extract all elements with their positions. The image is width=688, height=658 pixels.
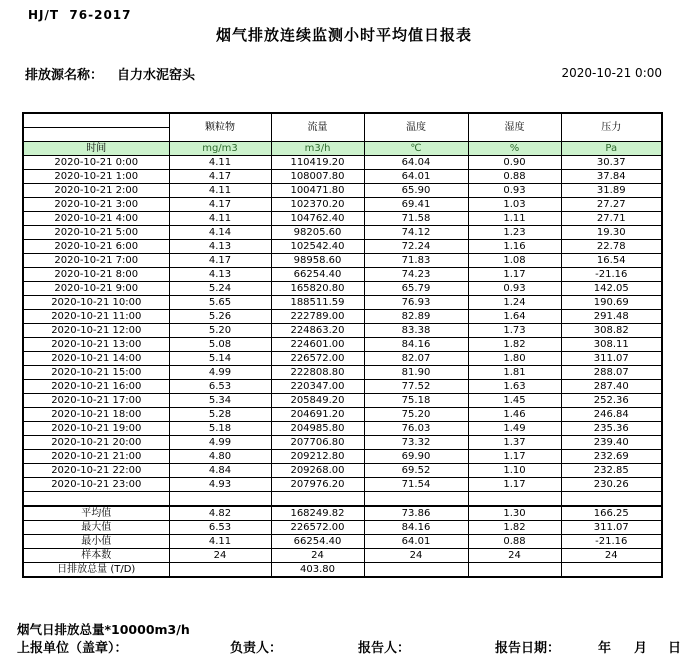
summary-label: 最小值 [23,535,169,549]
value-cell: 1.17 [468,478,561,492]
time-cell: 2020-10-21 14:00 [23,352,169,366]
unit-cell-1: mg/m3 [169,142,271,156]
table-header [23,113,662,156]
value-cell: 209212.80 [271,450,364,464]
header-row-top [23,113,662,128]
value-cell: 1.11 [468,212,561,226]
summary-label: 样本数 [23,549,169,563]
value-cell: 0.88 [468,170,561,184]
footer-note: 烟气日排放总量*10000m3/h [17,622,190,637]
day-label: 日 [668,641,682,656]
value-cell: 287.40 [561,380,662,394]
month-label: 月 [634,641,648,656]
time-cell: 2020-10-21 7:00 [23,254,169,268]
summary-value: 73.86 [364,506,468,521]
table-row [23,478,662,492]
summary-value: 1.30 [468,506,561,521]
table-row [23,240,662,254]
value-cell: 102370.20 [271,198,364,212]
summary-value: 0.88 [468,535,561,549]
value-cell: 1.23 [468,226,561,240]
table-row [23,226,662,240]
value-cell: 1.46 [468,408,561,422]
summary-value: 24 [271,549,364,563]
corner-cell-top [23,113,169,128]
time-cell: 2020-10-21 0:00 [23,156,169,170]
summary-value: 4.11 [169,535,271,549]
value-cell: 1.81 [468,366,561,380]
value-cell: 204985.80 [271,422,364,436]
summary-value: 24 [561,549,662,563]
summary-value: 403.80 [271,563,364,578]
table-row [23,380,662,394]
spacer-cell [23,492,169,507]
value-cell: 4.17 [169,198,271,212]
value-cell: 220347.00 [271,380,364,394]
value-cell: 4.93 [169,478,271,492]
value-cell: 76.93 [364,296,468,310]
value-cell: 4.17 [169,254,271,268]
value-cell: 5.18 [169,422,271,436]
time-cell: 2020-10-21 13:00 [23,338,169,352]
summary-row [23,563,662,578]
hourly-average-table [22,112,663,578]
table-summary [23,506,662,577]
value-cell: 81.90 [364,366,468,380]
table-body [23,156,662,507]
table-row [23,254,662,268]
time-cell: 2020-10-21 10:00 [23,296,169,310]
value-cell: 291.48 [561,310,662,324]
value-cell: 308.82 [561,324,662,338]
value-cell: 64.01 [364,170,468,184]
unit-cell-4: % [468,142,561,156]
value-cell: 4.13 [169,240,271,254]
value-cell: 65.90 [364,184,468,198]
value-cell: 64.04 [364,156,468,170]
spacer-cell [271,492,364,507]
value-cell: 84.16 [364,338,468,352]
value-cell: 222789.00 [271,310,364,324]
value-cell: 252.36 [561,394,662,408]
value-cell: 65.79 [364,282,468,296]
value-cell: 6.53 [169,380,271,394]
value-cell: 4.80 [169,450,271,464]
value-cell: 73.32 [364,436,468,450]
time-cell: 2020-10-21 23:00 [23,478,169,492]
value-cell: 110419.20 [271,156,364,170]
value-cell: 308.11 [561,338,662,352]
value-cell: 204691.20 [271,408,364,422]
value-cell: 246.84 [561,408,662,422]
value-cell: 69.52 [364,464,468,478]
value-cell: 37.84 [561,170,662,184]
summary-label: 日排放总量 (T/D) [23,563,169,578]
value-cell: 27.71 [561,212,662,226]
table-row [23,338,662,352]
value-cell: 1.63 [468,380,561,394]
table-row [23,450,662,464]
table-row [23,296,662,310]
value-cell: 69.90 [364,450,468,464]
value-cell: 82.07 [364,352,468,366]
summary-row [23,535,662,549]
value-cell: 75.20 [364,408,468,422]
value-cell: 82.89 [364,310,468,324]
value-cell: 224601.00 [271,338,364,352]
time-cell: 2020-10-21 6:00 [23,240,169,254]
time-cell: 2020-10-21 8:00 [23,268,169,282]
value-cell: 1.16 [468,240,561,254]
value-cell: 5.24 [169,282,271,296]
spacer-cell [364,492,468,507]
summary-value: 4.82 [169,506,271,521]
time-cell: 2020-10-21 21:00 [23,450,169,464]
value-cell: 232.69 [561,450,662,464]
report-date-label: 报告日期： [495,641,561,656]
value-cell: 1.24 [468,296,561,310]
value-cell: 4.17 [169,170,271,184]
table-row [23,156,662,170]
report-unit-label: 上报单位（盖章）： [17,641,128,656]
table-row [23,422,662,436]
summary-value: -21.16 [561,535,662,549]
value-cell: 224863.20 [271,324,364,338]
value-cell: 71.54 [364,478,468,492]
unit-cell-3: ℃ [364,142,468,156]
table-row [23,184,662,198]
value-cell: 71.58 [364,212,468,226]
summary-value: 168249.82 [271,506,364,521]
summary-label: 最大值 [23,521,169,535]
value-cell: 74.23 [364,268,468,282]
value-cell: 230.26 [561,478,662,492]
page-title: 烟气排放连续监测小时平均值日报表 [215,26,472,44]
value-cell: 16.54 [561,254,662,268]
value-cell: 74.12 [364,226,468,240]
unit-header-row [23,142,662,156]
value-cell: 209268.00 [271,464,364,478]
value-cell: 1.37 [468,436,561,450]
report-datetime: 2020-10-21 0:00 [561,66,662,80]
emission-source-label: 排放源名称： [25,68,104,83]
value-cell: 0.93 [468,184,561,198]
value-cell: 1.73 [468,324,561,338]
value-cell: 75.18 [364,394,468,408]
value-cell: 4.99 [169,436,271,450]
table-row [23,282,662,296]
value-cell: 98958.60 [271,254,364,268]
spacer-cell [169,492,271,507]
column-header-2: 流量 [271,113,364,142]
value-cell: 5.28 [169,408,271,422]
table-row [23,408,662,422]
spacer-cell [561,492,662,507]
value-cell: 1.82 [468,338,561,352]
time-cell: 2020-10-21 3:00 [23,198,169,212]
value-cell: 69.41 [364,198,468,212]
value-cell: 108007.80 [271,170,364,184]
value-cell: 76.03 [364,422,468,436]
table-row [23,310,662,324]
value-cell: 4.99 [169,366,271,380]
table-row [23,436,662,450]
table-row [23,170,662,184]
value-cell: 22.78 [561,240,662,254]
value-cell: 1.45 [468,394,561,408]
value-cell: 1.08 [468,254,561,268]
table-row [23,212,662,226]
time-cell: 2020-10-21 9:00 [23,282,169,296]
value-cell: 5.08 [169,338,271,352]
time-cell: 2020-10-21 22:00 [23,464,169,478]
time-cell: 2020-10-21 19:00 [23,422,169,436]
unit-cell-2: m3/h [271,142,364,156]
value-cell: 142.05 [561,282,662,296]
time-cell: 2020-10-21 11:00 [23,310,169,324]
time-cell: 2020-10-21 2:00 [23,184,169,198]
column-header-1: 颗粒物 [169,113,271,142]
value-cell: 226572.00 [271,352,364,366]
value-cell: 1.49 [468,422,561,436]
value-cell: 66254.40 [271,268,364,282]
value-cell: 83.38 [364,324,468,338]
summary-row [23,549,662,563]
summary-value [561,563,662,578]
value-cell: 4.14 [169,226,271,240]
time-cell: 2020-10-21 17:00 [23,394,169,408]
summary-value [169,563,271,578]
value-cell: 27.27 [561,198,662,212]
value-cell: 4.84 [169,464,271,478]
footer-signature-line [0,637,688,655]
value-cell: 1.03 [468,198,561,212]
table-row [23,198,662,212]
value-cell: 102542.40 [271,240,364,254]
table-row [23,268,662,282]
time-cell: 2020-10-21 16:00 [23,380,169,394]
summary-row [23,506,662,521]
column-header-4: 湿度 [468,113,561,142]
value-cell: 165820.80 [271,282,364,296]
value-cell: -21.16 [561,268,662,282]
summary-value [468,563,561,578]
value-cell: 30.37 [561,156,662,170]
value-cell: 0.90 [468,156,561,170]
value-cell: 31.89 [561,184,662,198]
summary-label: 平均值 [23,506,169,521]
value-cell: 311.07 [561,352,662,366]
spacer-row [23,492,662,507]
value-cell: 288.07 [561,366,662,380]
value-cell: 100471.80 [271,184,364,198]
summary-value: 66254.40 [271,535,364,549]
value-cell: 104762.40 [271,212,364,226]
value-cell: 4.11 [169,184,271,198]
time-cell: 2020-10-21 4:00 [23,212,169,226]
value-cell: 71.83 [364,254,468,268]
summary-value [364,563,468,578]
value-cell: 232.85 [561,464,662,478]
value-cell: 72.24 [364,240,468,254]
value-cell: 207706.80 [271,436,364,450]
year-label: 年 [598,641,612,656]
value-cell: 1.10 [468,464,561,478]
time-cell: 2020-10-21 15:00 [23,366,169,380]
value-cell: 0.93 [468,282,561,296]
time-cell: 2020-10-21 20:00 [23,436,169,450]
emission-source-name: 自力水泥窑头 [117,68,196,83]
value-cell: 77.52 [364,380,468,394]
unit-cell-5: Pa [561,142,662,156]
value-cell: 5.20 [169,324,271,338]
summary-value: 1.82 [468,521,561,535]
summary-value: 6.53 [169,521,271,535]
spacer-cell [468,492,561,507]
summary-value: 24 [169,549,271,563]
value-cell: 5.65 [169,296,271,310]
summary-row [23,521,662,535]
summary-value: 166.25 [561,506,662,521]
value-cell: 19.30 [561,226,662,240]
value-cell: 1.17 [468,450,561,464]
standard-code: HJ/T 76-2017 [28,8,132,22]
table-row [23,464,662,478]
column-header-3: 温度 [364,113,468,142]
summary-value: 24 [468,549,561,563]
column-header-5: 压力 [561,113,662,142]
value-cell: 222808.80 [271,366,364,380]
value-cell: 239.40 [561,436,662,450]
value-cell: 188511.59 [271,296,364,310]
value-cell: 205849.20 [271,394,364,408]
table-row [23,324,662,338]
summary-value: 311.07 [561,521,662,535]
value-cell: 5.34 [169,394,271,408]
value-cell: 98205.60 [271,226,364,240]
time-cell: 2020-10-21 1:00 [23,170,169,184]
time-header-cell: 时间 [23,142,169,156]
value-cell: 1.17 [468,268,561,282]
corner-cell-bottom [23,128,169,142]
time-cell: 2020-10-21 5:00 [23,226,169,240]
summary-value: 24 [364,549,468,563]
reporter-label: 报告人： [358,641,411,656]
value-cell: 5.26 [169,310,271,324]
value-cell: 5.14 [169,352,271,366]
value-cell: 235.36 [561,422,662,436]
summary-value: 226572.00 [271,521,364,535]
summary-value: 64.01 [364,535,468,549]
value-cell: 190.69 [561,296,662,310]
emission-source-line [25,64,195,83]
value-cell: 4.11 [169,212,271,226]
value-cell: 1.64 [468,310,561,324]
responsible-person-label: 负责人： [230,641,283,656]
time-cell: 2020-10-21 12:00 [23,324,169,338]
table-row [23,366,662,380]
value-cell: 207976.20 [271,478,364,492]
value-cell: 4.13 [169,268,271,282]
value-cell: 1.80 [468,352,561,366]
time-cell: 2020-10-21 18:00 [23,408,169,422]
table-row [23,394,662,408]
value-cell: 4.11 [169,156,271,170]
table-row [23,352,662,366]
summary-value: 84.16 [364,521,468,535]
